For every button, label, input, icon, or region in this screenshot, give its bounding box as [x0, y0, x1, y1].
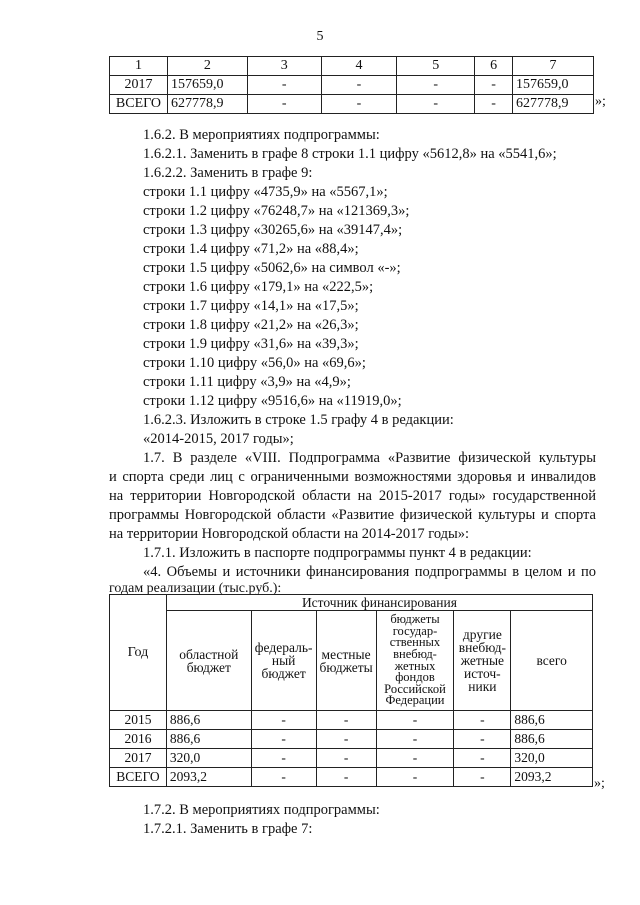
paragraph: 1.6.2.1. Заменить в графе 8 строки 1.1 цифру «5612,8» на «5541,6»;	[143, 146, 557, 162]
header-line: жетных	[394, 658, 436, 673]
header-cell: 6	[475, 57, 513, 76]
cell: -	[454, 749, 511, 768]
header-cell: 7	[513, 57, 594, 76]
header-line: федераль-	[254, 640, 313, 655]
cell: 2093,2	[511, 768, 593, 787]
paragraph: годам реализации (тыс.руб.):	[109, 581, 282, 596]
header-local-budgets	[316, 611, 376, 711]
paragraph: строки 1.1 цифру «4735,9» на «5567,1»;	[143, 184, 388, 200]
cell: -	[397, 95, 475, 114]
paragraph: строки 1.12 цифру «9516,6» на «11919,0»;	[143, 393, 402, 409]
table-allocations-summary	[109, 56, 594, 114]
header-cell: 2	[167, 57, 247, 76]
cell: -	[454, 768, 511, 787]
header-line: бюджет	[261, 666, 306, 681]
cell-year: 2017	[110, 749, 167, 768]
cell-year: ВСЕГО	[110, 768, 167, 787]
header-line: фондов	[395, 670, 435, 685]
header-cell: 5	[397, 57, 475, 76]
paragraph-1-7: на территории Новгородской области на 2014-2017 годы»:	[109, 526, 470, 542]
cell: -	[316, 768, 376, 787]
table-row	[110, 730, 593, 749]
cell: -	[251, 730, 316, 749]
header-source: Источник финансирования	[166, 595, 592, 611]
header-line: Российской	[384, 681, 446, 696]
paragraph: «4. Объемы и источники финансирования подпрограммы в целом и по	[143, 564, 596, 580]
cell: 627778,9	[513, 95, 594, 114]
cell: -	[376, 768, 454, 787]
paragraph: строки 1.8 цифру «21,2» на «26,3»;	[143, 317, 359, 333]
cell: -	[321, 95, 397, 114]
table-row	[110, 711, 593, 730]
paragraph: строки 1.11 цифру «3,9» на «4,9»;	[143, 374, 351, 390]
cell: 157659,0	[167, 76, 247, 95]
header-line: бюджет	[186, 659, 231, 675]
header-line: бюджеты	[390, 612, 440, 627]
header-line: другие	[462, 627, 502, 642]
header-line: бюджеты	[319, 659, 373, 675]
paragraph: строки 1.2 цифру «76248,7» на «121369,3»;	[143, 203, 410, 219]
cell: -	[321, 76, 397, 95]
table-header-row	[110, 595, 593, 611]
cell: -	[376, 711, 454, 730]
header-cell: 3	[247, 57, 321, 76]
cell-year: 2015	[110, 711, 167, 730]
cell: -	[376, 730, 454, 749]
paragraph-1-7: 1.7. В разделе «VIII. Подпрограмма «Развитие физической культуры	[143, 450, 596, 466]
cell: 2093,2	[166, 768, 251, 787]
paragraph-1-7: на территории Новгородской области на 2015-2017 годы» государственной	[109, 488, 596, 504]
paragraph: строки 1.6 цифру «179,1» на «222,5»;	[143, 279, 374, 295]
cell: 886,6	[166, 711, 251, 730]
cell-year: 2016	[110, 730, 167, 749]
header-line: внебюд-	[458, 640, 506, 655]
cell-year: ВСЕГО	[110, 95, 168, 114]
paragraph: 1.7.2. В мероприятиях подпрограммы:	[143, 802, 380, 818]
cell: -	[316, 749, 376, 768]
paragraph: 1.7.1. Изложить в паспорте подпрограммы пункт 4 в редакции:	[143, 545, 532, 561]
header-extrabudgetary-funds	[376, 611, 454, 711]
cell: -	[251, 768, 316, 787]
cell: 886,6	[511, 730, 593, 749]
header-line: местные	[321, 646, 371, 662]
table-funding-sources	[109, 594, 593, 787]
header-regional-budget	[166, 611, 251, 711]
header-federal-budget	[251, 611, 316, 711]
cell: 320,0	[166, 749, 251, 768]
cell: -	[316, 711, 376, 730]
cell-year: 2017	[110, 76, 168, 95]
cell: -	[454, 711, 511, 730]
cell: 886,6	[166, 730, 251, 749]
paragraph-1-7: и спорта среди лиц с ограниченными возможностями здоровья и инвалидов	[109, 469, 596, 485]
paragraph: 1.6.2.3. Изложить в строке 1.5 графу 4 в редакции:	[143, 412, 454, 428]
paragraph: строки 1.4 цифру «71,2» на «88,4»;	[143, 241, 359, 257]
cell: 886,6	[511, 711, 593, 730]
cell: -	[247, 76, 321, 95]
header-line: областной	[179, 646, 239, 662]
table-row	[110, 95, 594, 114]
cell: 320,0	[511, 749, 593, 768]
header-line: ный	[271, 653, 296, 668]
paragraph: «2014-2015, 2017 годы»;	[143, 431, 294, 447]
cell: -	[475, 76, 513, 95]
header-line: ственных	[389, 635, 441, 650]
paragraph: строки 1.10 цифру «56,0» на «69,6»;	[143, 355, 366, 371]
header-line: Федерации	[385, 693, 445, 708]
paragraph: строки 1.5 цифру «5062,6» на символ «-»;	[143, 260, 401, 276]
cell: -	[397, 76, 475, 95]
cell: -	[251, 711, 316, 730]
paragraph: 1.6.2. В мероприятиях подпрограммы:	[143, 127, 380, 143]
cell: -	[454, 730, 511, 749]
cell: 627778,9	[167, 95, 247, 114]
header-line: ники	[468, 679, 497, 694]
header-other-sources	[454, 611, 511, 711]
paragraph: строки 1.9 цифру «31,6» на «39,3»;	[143, 336, 359, 352]
paragraph: 1.7.2.1. Заменить в графе 7:	[143, 821, 313, 837]
cell: -	[376, 749, 454, 768]
header-cell: 1	[110, 57, 168, 76]
cell: -	[316, 730, 376, 749]
closing-quote: »;	[595, 94, 606, 109]
cell: -	[475, 95, 513, 114]
header-line: всего	[536, 653, 567, 668]
header-line: внебюд-	[393, 646, 437, 661]
cell: 157659,0	[513, 76, 594, 95]
cell: -	[247, 95, 321, 114]
paragraph: строки 1.7 цифру «14,1» на «17,5»;	[143, 298, 359, 314]
table-header-row	[110, 611, 593, 711]
table-header-row	[110, 57, 594, 76]
page-number: 5	[316, 29, 324, 44]
cell: -	[251, 749, 316, 768]
paragraph: 1.6.2.2. Заменить в графе 9:	[143, 165, 313, 181]
header-total	[511, 611, 593, 711]
table-row	[110, 749, 593, 768]
header-year: Год	[110, 595, 167, 711]
table-row	[110, 768, 593, 787]
header-line: государ-	[392, 623, 438, 638]
closing-quote: »;	[594, 776, 605, 791]
paragraph: строки 1.3 цифру «30265,6» на «39147,4»;	[143, 222, 403, 238]
header-line: источ-	[464, 666, 501, 681]
header-line: жетные	[460, 653, 505, 668]
paragraph-1-7: программы Новгородской области «Развитие физической культуры и спорта	[109, 507, 596, 523]
table-row	[110, 76, 594, 95]
header-cell: 4	[321, 57, 397, 76]
